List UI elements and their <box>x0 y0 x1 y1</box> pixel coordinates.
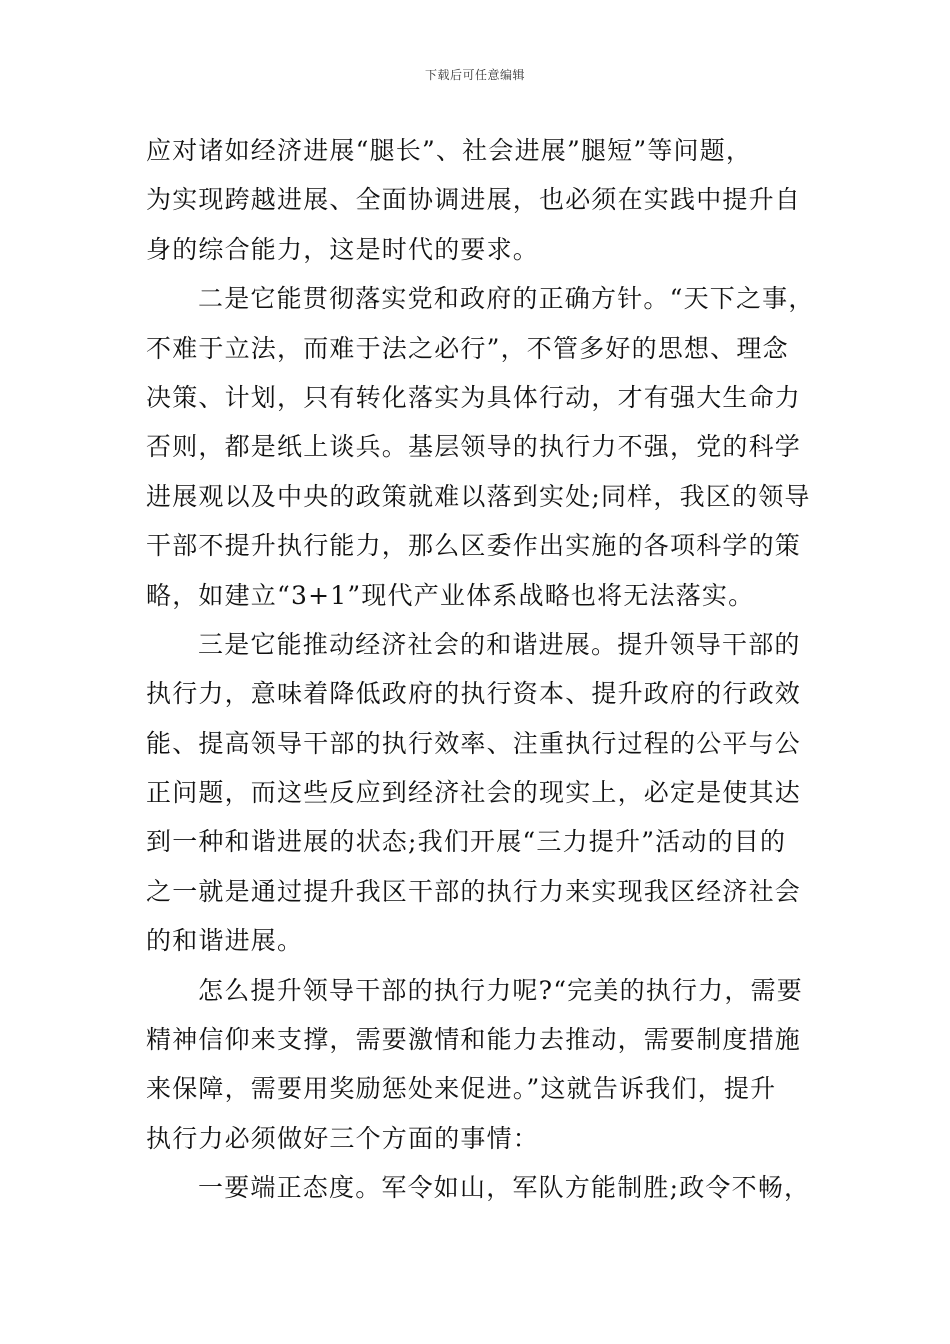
text-line: 身的综合能力，这是时代的要求。 <box>146 234 540 264</box>
text-line: 的和谐进展。 <box>146 926 304 956</box>
text-line: 略，如建立“3+1”现代产业体系战略也将无法落实。 <box>146 580 755 610</box>
text-line: 二是它能贯彻落实党和政府的正确方针。“天下之事， <box>198 284 815 314</box>
text-line: 决策、计划，只有转化落实为具体行动，才有强大生命力 <box>146 382 802 412</box>
paragraph-4 <box>146 966 808 1164</box>
text-line: 干部不提升执行能力，那么区委作出实施的各项科学的策 <box>146 531 802 561</box>
text-line: 应对诸如经济进展“腿长”、社会进展”腿短”等问题， <box>146 136 753 165</box>
paragraph-2 <box>146 274 815 620</box>
paragraph-3 <box>146 620 808 966</box>
text-line: 三是它能推动经济社会的和谐进展。提升领导干部的 <box>198 629 801 659</box>
text-line: 一要端正态度。军令如山，军队方能制胜;政令不畅， <box>198 1173 811 1203</box>
text-line: 执行力必须做好三个方面的事情： <box>146 1123 540 1153</box>
page-header: 下载后可任意编辑 <box>424 68 525 82</box>
text-line: 执行力，意味着降低政府的执行资本、提升政府的行政效 <box>146 679 802 709</box>
text-line: 之一就是通过提升我区干部的执行力来实现我区经济社会 <box>146 876 802 906</box>
text-line: 为实现跨越进展、全面协调进展，也必须在实践中提升自 <box>146 185 802 215</box>
text-line: 正问题，而这些反应到经济社会的现实上，必定是使其达 <box>146 778 802 808</box>
text-line: 不难于立法，而难于法之必行”，不管多好的思想、理念 <box>146 333 789 363</box>
text-line: 进展观以及中央的政策就难以落到实处;同样，我区的领导 <box>146 481 811 511</box>
text-line: 怎么提升领导干部的执行力呢?“完美的执行力，需要 <box>198 975 803 1005</box>
document-body <box>146 126 815 1213</box>
text-line: 来保障，需要用奖励惩处来促进。”这就告诉我们，提升 <box>146 1074 777 1104</box>
text-line: 精神信仰来支撑，需要激情和能力去推动，需要制度措施 <box>146 1025 802 1055</box>
paragraph-1 <box>146 126 808 274</box>
text-line: 能、提高领导干部的执行效率、注重执行过程的公平与公 <box>146 728 802 758</box>
paragraph-5 <box>146 1163 811 1212</box>
text-line: 否则，都是纸上谈兵。基层领导的执行力不强，党的科学 <box>146 432 802 462</box>
text-line: 到一种和谐进展的状态;我们开展“三力提升”活动的目的 <box>146 827 787 857</box>
